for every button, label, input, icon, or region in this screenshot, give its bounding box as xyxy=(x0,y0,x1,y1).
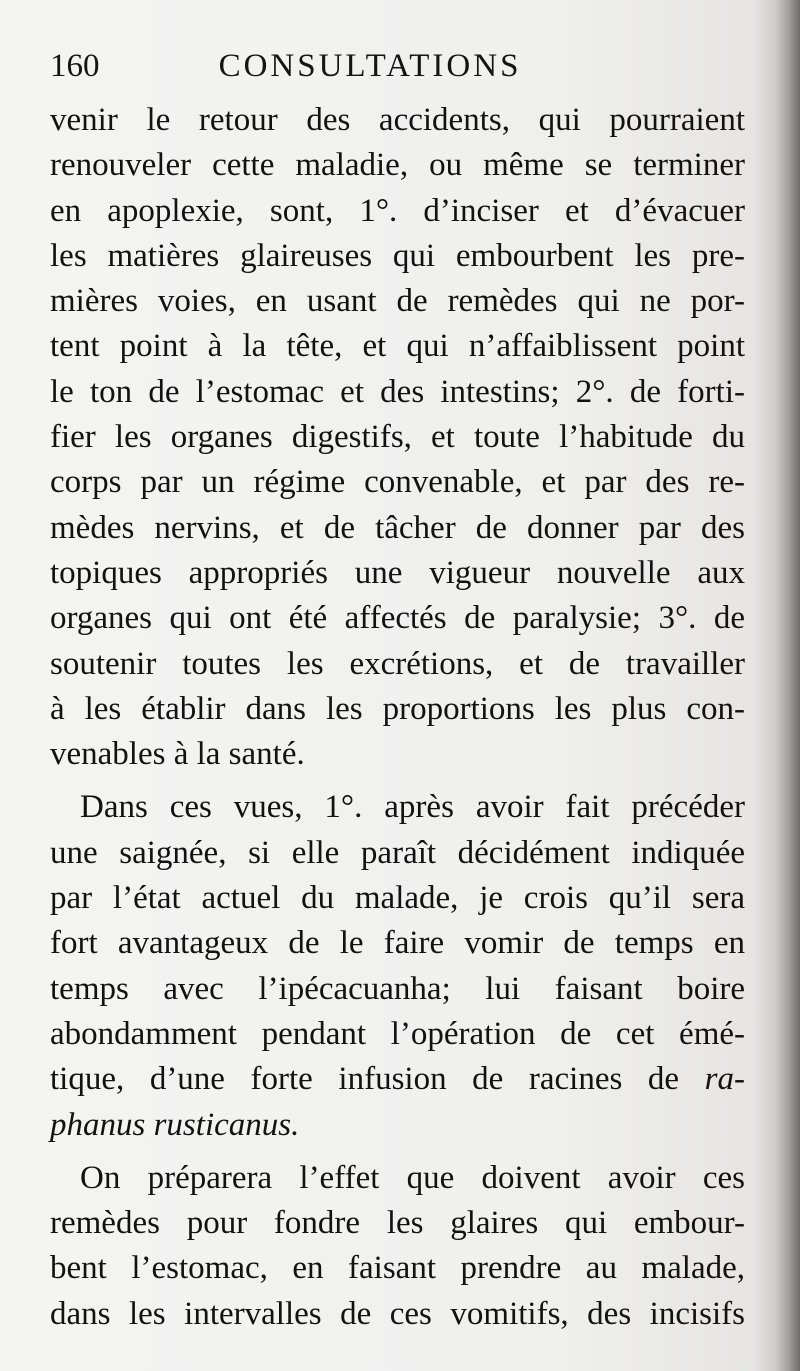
body-text xyxy=(50,98,745,1337)
text-line: venir le retour des accidents, qui pourraient xyxy=(50,102,745,138)
text-line: dans les intervalles de ces vomitifs, des incisifs xyxy=(50,1295,745,1332)
text-line: remèdes pour fondre les glaires qui embour- xyxy=(50,1205,745,1242)
paragraph-3 xyxy=(50,1156,745,1337)
paragraph-gap xyxy=(50,777,745,785)
text-line: soutenir toutes les excrétions, et de travailler xyxy=(50,645,745,682)
text-line: une saignée, si elle paraît décidément indiquée xyxy=(50,834,745,871)
page-edge-shadow xyxy=(774,0,800,1371)
running-head: CONSULTATIONS xyxy=(218,48,522,84)
text-line: renouveler cette maladie, ou même se terminer xyxy=(50,147,745,184)
italic-word: ra- xyxy=(704,1061,746,1098)
text-line: On préparera l’effet que doivent avoir ces xyxy=(80,1159,745,1196)
text-line: venables à la santé. xyxy=(50,736,305,773)
text-line: les matières glaireuses qui embourbent les pre- xyxy=(50,237,745,274)
text-line: corps par un régime convenable, et par des re- xyxy=(50,464,745,501)
paragraph-1 xyxy=(50,98,745,777)
text-line: mières voies, en usant de remèdes qui ne por- xyxy=(50,283,745,320)
text-line: le ton de l’estomac et des intestins; 2°. de forti- xyxy=(50,373,745,410)
page-number: 160 xyxy=(50,48,100,84)
text-line: bent l’estomac, en faisant prendre au malade, xyxy=(50,1250,745,1287)
text-line: Dans ces vues, 1°. après avoir fait précéder xyxy=(80,789,745,826)
text-line-roman: tique, d’une forte infusion de racines de xyxy=(50,1061,680,1098)
text-line: fort avantageux de le faire vomir de temps en xyxy=(50,925,745,962)
text-line: organes qui ont été affectés de paralysie; 3°. de xyxy=(50,600,745,637)
text-line: fier les organes digestifs, et toute l’habitude du xyxy=(50,419,745,456)
text-line: mèdes nervins, et de tâcher de donner par des xyxy=(50,509,745,546)
text-line: abondamment pendant l’opération de cet émé- xyxy=(50,1015,745,1052)
text-line xyxy=(50,1057,745,1102)
text-line: tent point à la tête, et qui n’affaiblissent point xyxy=(50,328,745,365)
page-header xyxy=(50,42,750,90)
text-line-italic: phanus rusticanus. xyxy=(50,1106,300,1143)
text-line: par l’état actuel du malade, je crois qu’il sera xyxy=(50,880,745,917)
text-line: à les établir dans les proportions les plus con- xyxy=(50,690,745,727)
paragraph-gap xyxy=(50,1148,745,1156)
text-line: temps avec l’ipécacuanha; lui faisant boire xyxy=(50,970,745,1007)
text-line: topiques appropriés une vigueur nouvelle aux xyxy=(50,554,745,591)
text-line: en apoplexie, sont, 1°. d’inciser et d’évacuer xyxy=(50,192,745,229)
paragraph-2 xyxy=(50,785,745,1147)
